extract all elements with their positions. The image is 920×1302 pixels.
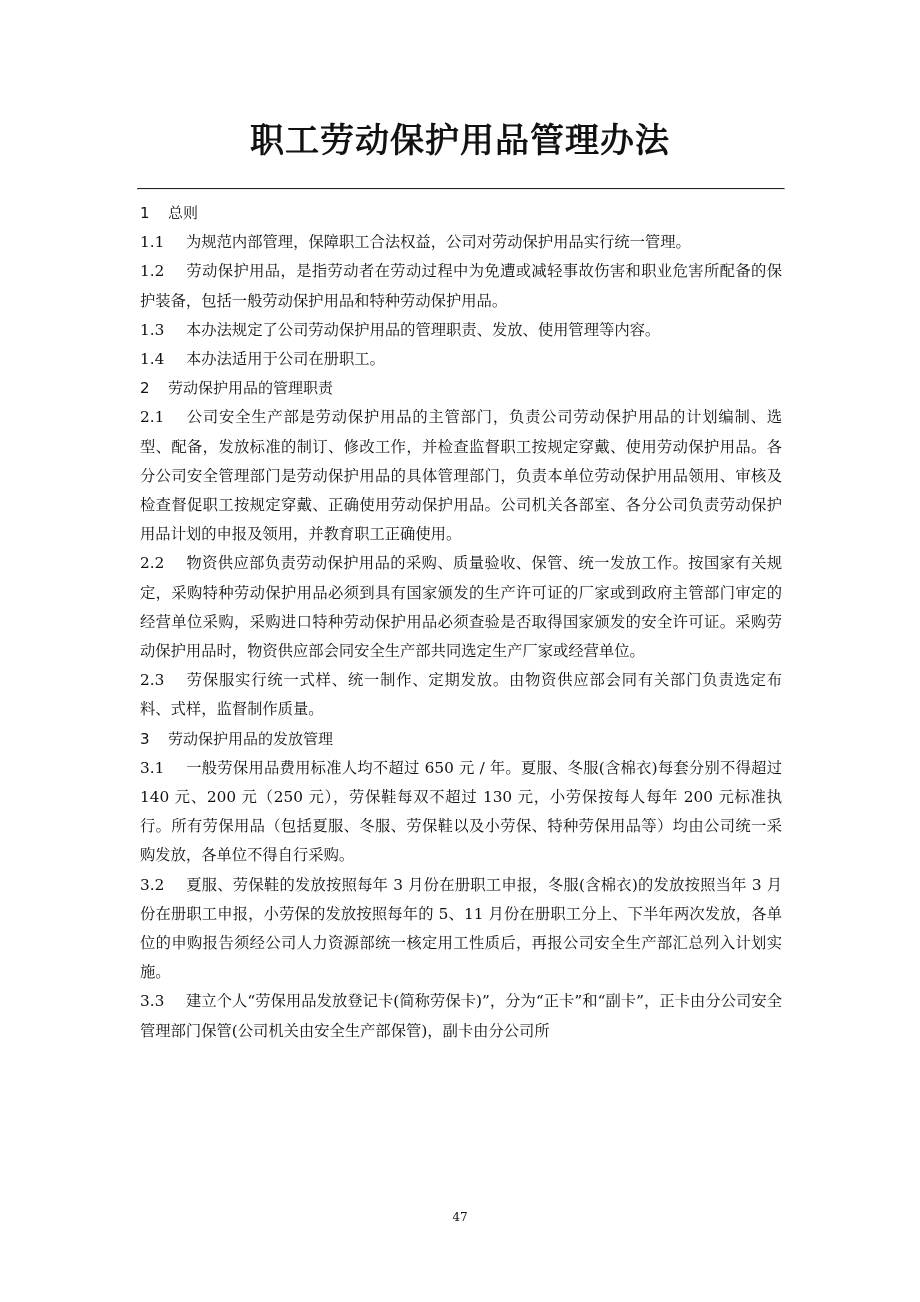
clause-text: 物资供应部负责劳动保护用品的采购、质量验收、保管、统一发放工作。按国家有关规定，采购特种劳动保护用品必须到具有国家颁发的生产许可证的厂家或到政府主管部门审定的经营单位采购，采购进口特种劳动保护用品必须查验是否取得国家颁发的安全许可证。采购劳动保护用品时，物资供应部会同安全生产部共同选定生产厂家或经营单位。 [140,554,782,661]
paragraph [140,666,782,724]
clause-number: 1.1 [140,233,165,252]
clause-number: 3.2 [140,875,165,894]
title-divider [137,188,785,190]
section-title: 总则 [168,204,199,222]
clause-text: 劳动保护用品，是指劳动者在劳动过程中为免遭或减轻事故伤害和职业危害所配备的保护装备，包括一般劳动保护用品和特种劳动保护用品。 [140,262,782,310]
paragraph [140,987,782,1045]
clause-text: 建立个人“劳保用品发放登记卡(简称劳保卡)”，分为“正卡”和“副卡”，正卡由分公司安全管理部门保管(公司机关由安全生产部保管)，副卡由分公司所 [140,992,782,1040]
paragraph [140,871,782,988]
clause-text: 本办法规定了公司劳动保护用品的管理职责、发放、使用管理等内容。 [186,320,661,339]
paragraph [140,403,782,549]
section-number: 2 [140,379,150,398]
clause-text: 为规范内部管理，保障职工合法权益，公司对劳动保护用品实行统一管理。 [186,233,691,252]
section-heading [140,725,782,754]
paragraph [140,345,782,374]
clause-number: 2.2 [140,554,165,573]
section-title: 劳动保护用品的管理职责 [168,379,334,398]
page-title: 职工劳动保护用品管理办法 [250,121,670,161]
paragraph [140,754,782,871]
section-number: 3 [140,729,150,748]
page-number: 47 [452,1210,468,1224]
paragraph [140,228,782,257]
clause-number: 1.4 [140,350,165,369]
clause-number: 3.3 [140,992,165,1011]
clause-number: 1.2 [140,262,165,281]
section-heading [140,374,782,403]
clause-number: 2.3 [140,671,165,690]
paragraph [140,316,782,345]
clause-text: 一般劳保用品费用标准人均不超过 650 元 / 年。夏服、冬服(含棉衣)每套分别不得超过 140 元、200 元（250 元），劳保鞋每双不超过 130 元，小劳保按每人每年 200 元标准执行。所有劳保用品（包括夏服、冬服、劳保鞋以及小劳保、特种劳保用品等）均由公司统一采购发放，各单位不得自行采购。 [140,758,782,865]
clause-number: 2.1 [140,408,165,427]
section-number: 1 [140,204,150,222]
paragraph [140,257,782,315]
clause-text: 本办法适用于公司在册职工。 [186,350,385,369]
clause-number: 1.3 [140,320,165,339]
clause-text: 劳保服实行统一式样、统一制作、定期发放。由物资供应部会同有关部门负责选定布料、式样，监督制作质量。 [140,671,782,719]
clause-number: 3.1 [140,758,165,777]
document-body [140,199,782,1046]
clause-text: 夏服、劳保鞋的发放按照每年 3 月份在册职工申报，冬服(含棉衣)的发放按照当年 3 月份在册职工申报，小劳保的发放按照每年的 5、11 月份在册职工分上、下半年两次发放，各单位的申购报告须经公司人力资源部统一核定用工性质后，再报公司安全生产部汇总列入计划实施。 [140,875,782,982]
clause-text: 公司安全生产部是劳动保护用品的主管部门，负责公司劳动保护用品的计划编制、选型、配备，发放标准的制订、修改工作，并检查监督职工按规定穿戴、使用劳动保护用品。各分公司安全管理部门是劳动保护用品的具体管理部门，负责本单位劳动保护用品领用、审核及检查督促职工按规定穿戴、正确使用劳动保护用品。公司机关各部室、各分公司负责劳动保护用品计划的申报及领用，并教育职工正确使用。 [140,408,782,544]
section-title: 劳动保护用品的发放管理 [168,729,334,748]
section-heading [140,199,782,228]
paragraph [140,549,782,666]
